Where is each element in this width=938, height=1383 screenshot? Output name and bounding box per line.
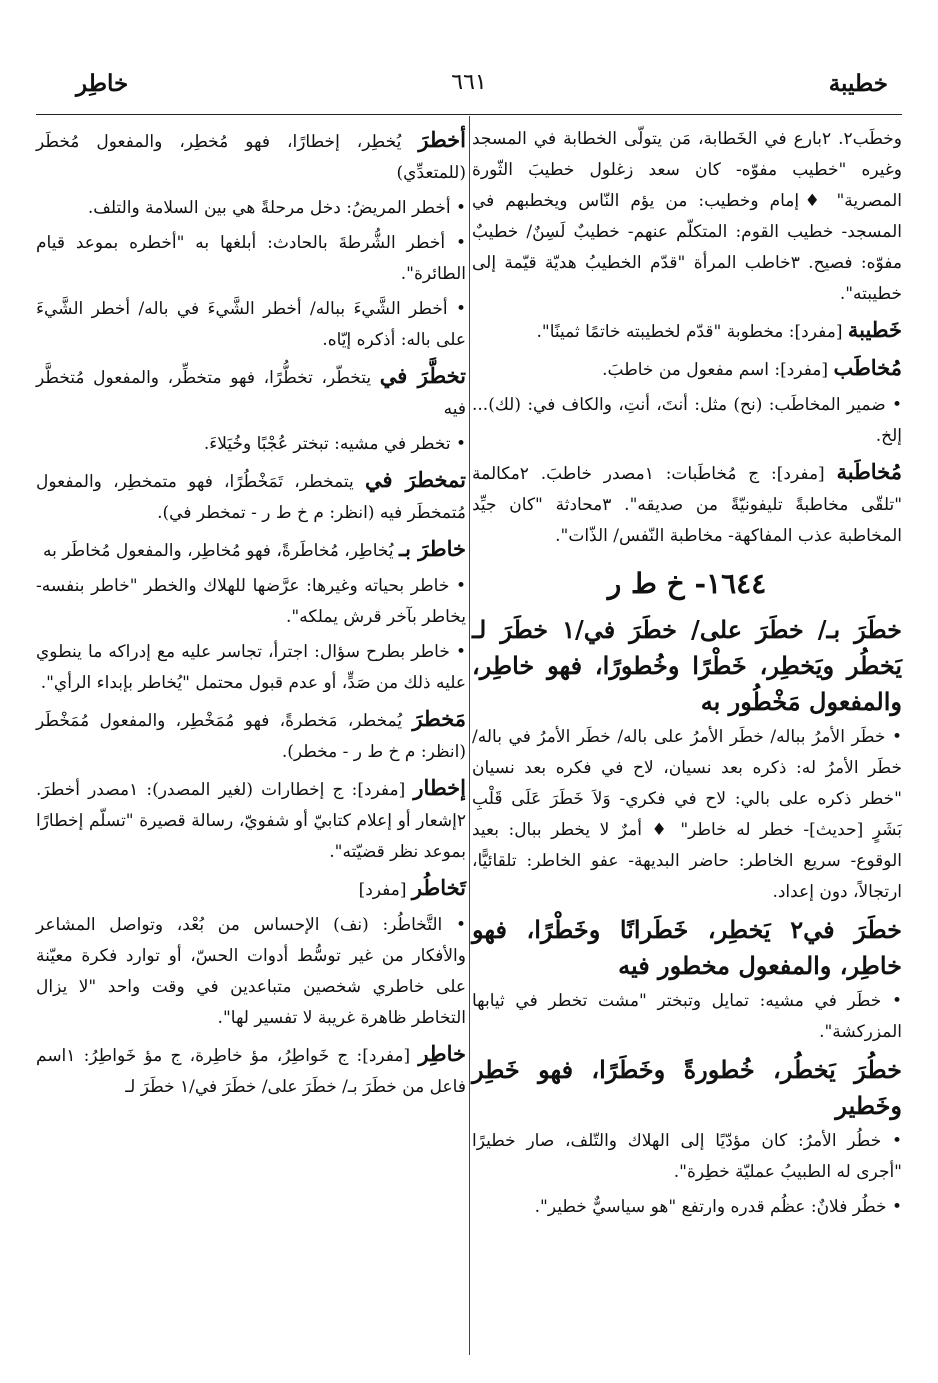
verb-headword: خطُرَ يَخطُر، خُطورةً وخَطَرًا، فهو خَطِر وخَطير <box>472 1055 902 1120</box>
entry-sense: • التَّخاطُر: (نف) الإحساس من بُعْد، وتواصل المشاعر والأفكار من غير توسُّط أدوات الحسّ، أو توارد فكرة معيّنة على خاطري شخصين متباعدين في وقت واحد "لا يزال التخاطر ظاهرة غريبة لا تفسير لها". <box>36 915 466 1028</box>
entry-sense: • ضمير المخاطَب: (نح) مثل: أنتَ، أنتِ، والكاف في: (لك)... إلخ. <box>472 395 902 446</box>
header-right-guide-word: خطيبة <box>828 70 888 97</box>
entry-definition: [مفرد]: ج إخطارات (لغير المصدر): ١مصدر أخطرَ. ٢إشعار أو إعلام كتابيّ أو شفويّ، رسالة قصيرة "تسلّم إخطارًا بموعد نظر قضيّته". <box>36 780 466 862</box>
entry-definition: يُخطِر، إخطارًا، فهو مُخطِر، والمفعول مُخطَر (للمتعدِّي) <box>36 132 466 183</box>
entry-headword: مُخاطَب <box>833 355 902 380</box>
dictionary-entry <box>36 360 466 425</box>
right-column <box>472 124 902 1227</box>
dictionary-entry <box>36 124 466 189</box>
dictionary-entry <box>36 533 466 567</box>
page-header <box>40 70 898 106</box>
entry-sense: • خطُر فلانٌ: عظُم قدره وارتفع "هو سياسيٌّ خطير". <box>534 1197 902 1217</box>
entry-definition: [مفرد]: اسم مفعول من خاطبَ. <box>602 360 834 380</box>
entry-headword: خاطِر <box>418 1041 466 1066</box>
entry-sense: • أخطر المريضُ: دخل مرحلةً هي بين السلامة والتلف. <box>87 198 466 218</box>
entry-sense: • خطَر في مشيه: تمايل وتبختر "مشت تخطر في ثيابها المزركشة". <box>472 991 902 1042</box>
dictionary-entry <box>472 456 902 552</box>
entry-headword: تَخاطُر <box>411 875 466 900</box>
entry-definition: يُمخطر، مَخطرةً، فهو مُمَخْطِر، والمفعول مُمَخْطَر (انظر: م خ ط ر - مخطر). <box>36 711 466 762</box>
dictionary-entry <box>36 872 466 906</box>
dictionary-entry <box>472 352 902 386</box>
page-number: ٦٦١ <box>451 70 487 95</box>
entry-headword: تخطَّرَ في <box>379 363 466 388</box>
entry-sense: • تخطر في مشيه: تبختر عُجْبًا وخُيَلاءَ. <box>203 434 466 454</box>
header-left-guide-word: خاطِر <box>76 70 129 97</box>
entry-definition: يُخاطِر، مُخاطَرةً، فهو مُخاطِر، والمفعول مُخاطَر به <box>43 541 399 561</box>
entry-sense: • خطُر الأمرُ: كان مؤدّيًا إلى الهلاك والتّلف، صار خطيرًا "أجرى له الطبيبُ عمليّة خطِرة". <box>472 1131 902 1182</box>
entry-definition: يتمخطر، تَمَخْطُرًا، فهو متمخطِر، والمفعول مُتمخطَر فيه (انظر: م خ ط ر - تمخطر في). <box>36 472 466 523</box>
entry-headword: إخطار <box>413 775 466 800</box>
header-rule <box>36 114 902 115</box>
entry-definition: [مفرد] <box>358 880 412 900</box>
entry-sense: • خطَر الأمرُ بباله/ خطَر الأمرُ على باله/ خطَر الأمرُ في باله/ خطَر الأمرُ له: ذكره بعد نسيان، لاح في فكره بعد نسيان "خطر ذكره على بالي: لاح في فكري- وَلاَ خَطَرَ عَلَى قَلْبِ بَشَرٍ [حديث]- خطر له خاطر" ♦ أمرٌ لا يخطر ببال: بعيد الوقوع- سريع الخاطر: حاضر البديهة- عفو الخاطر: تلقائيًّا، ارتجالاً، دون إعداد. <box>472 727 902 902</box>
entry-sense: • أخطر الشَّيءَ بباله/ أخطر الشَّيءَ في باله/ أخطر الشَّيءَ على باله: أذكره إيّاه. <box>36 299 466 350</box>
dictionary-entry <box>36 703 466 768</box>
verb-headword: خطَرَ بـ/ خطَرَ على/ خطَرَ في/١ خطَرَ لـ يَخطُر ويَخطِر، خَطْرًا وخُطورًا، فهو خاطِر، والمفعول مَخْطُور به <box>472 615 902 716</box>
entry-sense: • أخطر الشُّرطةَ بالحادث: أبلغها به "أخطره بموعد قيام الطائرة". <box>36 233 466 284</box>
entry-headword: أخطرَ <box>418 127 466 152</box>
entry-definition: يتخطّر، تخطُّرًا، فهو متخطِّر، والمفعول مُتخطَّر فيه <box>36 368 466 419</box>
entry-sense: • خاطر بحياته وغيرها: عرَّضها للهلاك والخطر "خاطر بنفسه- يخاطر بآخر قرش يملكه". <box>36 576 466 627</box>
entry-headword: مَخطرَ <box>412 706 466 731</box>
dictionary-entry <box>36 1038 466 1103</box>
entry-definition: [مفرد]: ج مُخاطَبات: ١مصدر خاطبَ. ٢مكالمة "تلقّى مخاطبةً تليفونيّةً من صديقه". ٣محادثة "كان جيِّد المخاطبة عذب المفاكهة- مخاطبة النّفس/ الذّات". <box>472 464 903 546</box>
dictionary-entry <box>472 314 902 348</box>
verb-headword: خطَرَ في٢ يَخطِر، خَطَرانًا وخَطْرًا، فهو خاطِر، والمفعول مخطور فيه <box>472 915 902 980</box>
root-section-heading: ١٦٤٤- خ ط ر <box>607 567 767 600</box>
column-divider <box>469 116 470 1355</box>
dictionary-entry <box>36 464 466 529</box>
entry-headword: تمخطرَ في <box>364 467 466 492</box>
entry-sense: • خاطر بطرح سؤال: اجترأ، تجاسر عليه مع إدراكه ما ينطوي عليه ذلك من صَدٍّ، أو عدم قبول محتمل "يُخاطر بإبداء الرأي". <box>36 642 466 693</box>
entry-headword: مُخاطَبة <box>836 459 902 484</box>
entry-headword: خَطيبة <box>847 317 902 342</box>
entry-definition: [مفرد]: مخطوبة "قدّم لخطيبته خاتمًا ثمينًا". <box>536 322 848 342</box>
entry-sense: وخطَب٢. ٢بارع في الخَطابة، مَن يتولّى الخطابة في المسجد وغيره "خطيب مفوّه- كان سعد زغلول خطيبَ الثّورة المصرية" ♦إمام وخطيب: من يؤم النّاس ويخطبهم في المسجد- خطيب القوم: المتكلّم عنهم- خطيبٌ لَسِنٌ/ خطيبٌ مفوّه: فصيح. ٣خاطب المرأة "قدّم الخطيبُ هديّة قيّمة إلى خطيبته". <box>472 129 902 304</box>
left-column <box>36 124 466 1107</box>
dictionary-entry <box>36 772 466 868</box>
entry-definition: [مفرد]: ج خَواطِرُ، مؤ خاطِرة، ج مؤ خَواطِرُ: ١اسم فاعل من خطَرَ بـ/ خطَرَ على/ خطَرَ في/١ خطَرَ لـ <box>36 1046 466 1097</box>
entry-headword: خاطرَ بـ <box>399 536 466 561</box>
